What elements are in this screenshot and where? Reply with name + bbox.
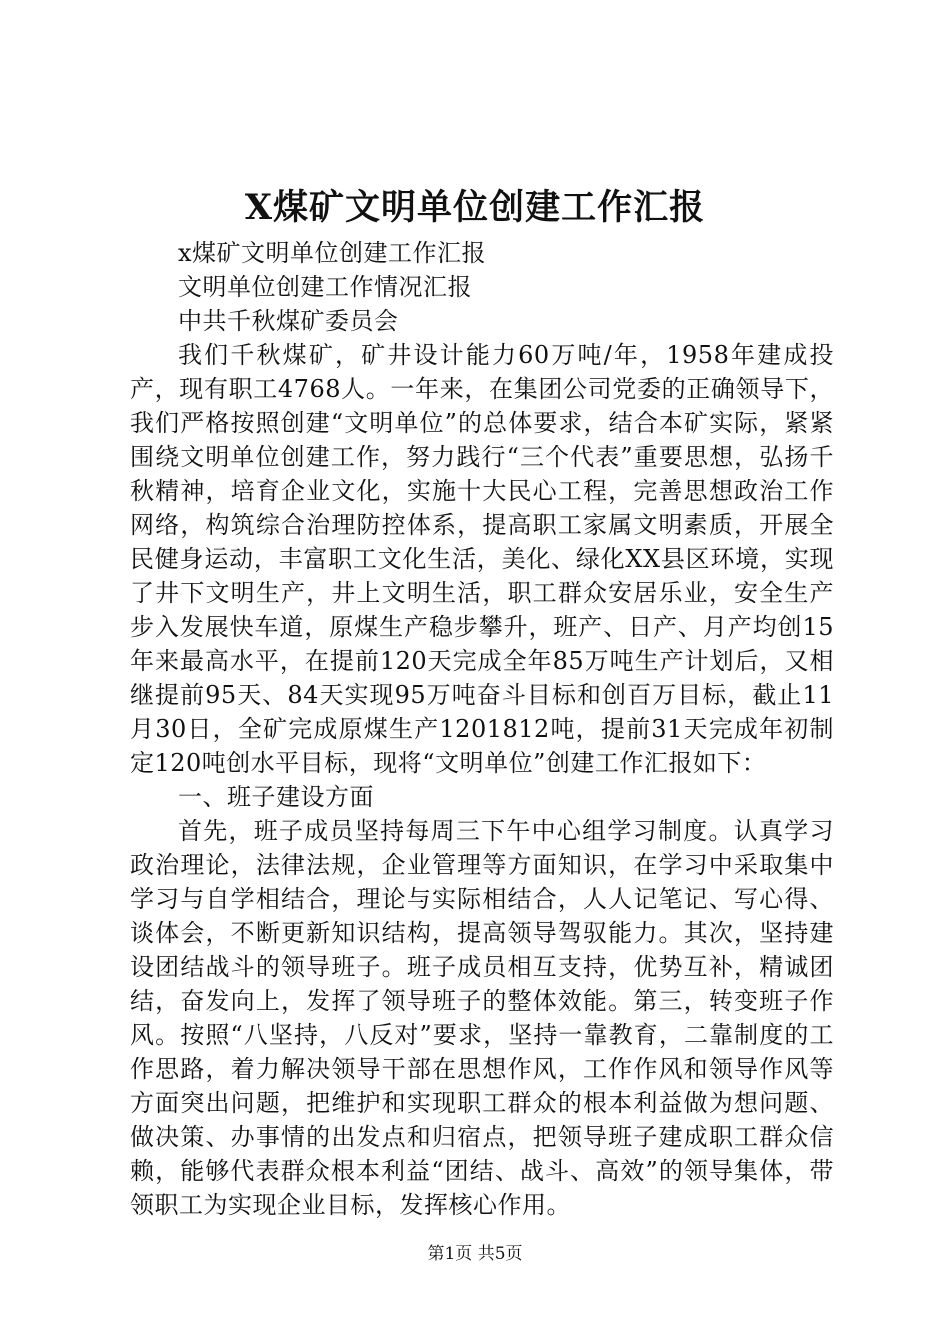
document-body [130,236,834,1222]
paragraph-intro: 我们千秋煤矿，矿井设计能力60万吨/年，1958年建成投产，现有职工4768人。一年来，在集团公司党委的正确领导下，我们严格按照创建“文明单位”的总体要求，结合本矿实际，紧紧围绕文明单位创建工作，努力践行“三个代表”重要思想，弘扬千秋精神，培育企业文化，实施十大民心工程，完善思想政治工作网络，构筑综合治理防控体系，提高职工家属文明素质，开展全民健身运动，丰富职工文化生活，美化、绿化XX县区环境，实现了井下文明生产，井上文明生活，职工群众安居乐业，安全生产步入发展快车道，原煤生产稳步攀升，班产、日产、月产均创15年来最高水平，在提前120天完成全年85万吨生产计划后，又相继提前95天、84天实现95万吨奋斗目标和创百万目标，截止11月30日，全矿完成原煤生产1201812吨，提前31天完成年初制定120吨创水平目标，现将“文明单位”创建工作汇报如下： [130,341,834,777]
paragraph-report-heading: 文明单位创建工作情况汇报 [178,273,472,301]
page-footer: 第1页 共5页 [427,1244,523,1264]
document-title: X煤矿文明单位创建工作汇报 [244,187,706,228]
section-heading-1: 一、班子建设方面 [178,783,374,811]
paragraph-subtitle: x煤矿文明单位创建工作汇报 [178,239,487,267]
paragraph-section-1: 首先，班子成员坚持每周三下午中心组学习制度。认真学习政治理论，法律法规，企业管理等方面知识，在学习中采取集中学习与自学相结合，理论与实际相结合，人人记笔记、写心得、谈体会，不断更新知识结构，提高领导驾驭能力。其次，坚持建设团结战斗的领导班子。班子成员相互支持，优势互补，精诚团结，奋发向上，发挥了领导班子的整体效能。第三，转变班子作风。按照“八坚持，八反对”要求，坚持一靠教育，二靠制度的工作思路，着力解决领导干部在思想作风，工作作风和领导作风等方面突出问题，把维护和实现职工群众的根本利益做为想问题、做决策、办事情的出发点和归宿点，把领导班子建成职工群众信赖，能够代表群众根本利益“团结、战斗、高效”的领导集体，带领职工为实现企业目标，发挥核心作用。 [130,817,834,1219]
paragraph-issuer: 中共千秋煤矿委员会 [178,307,399,335]
